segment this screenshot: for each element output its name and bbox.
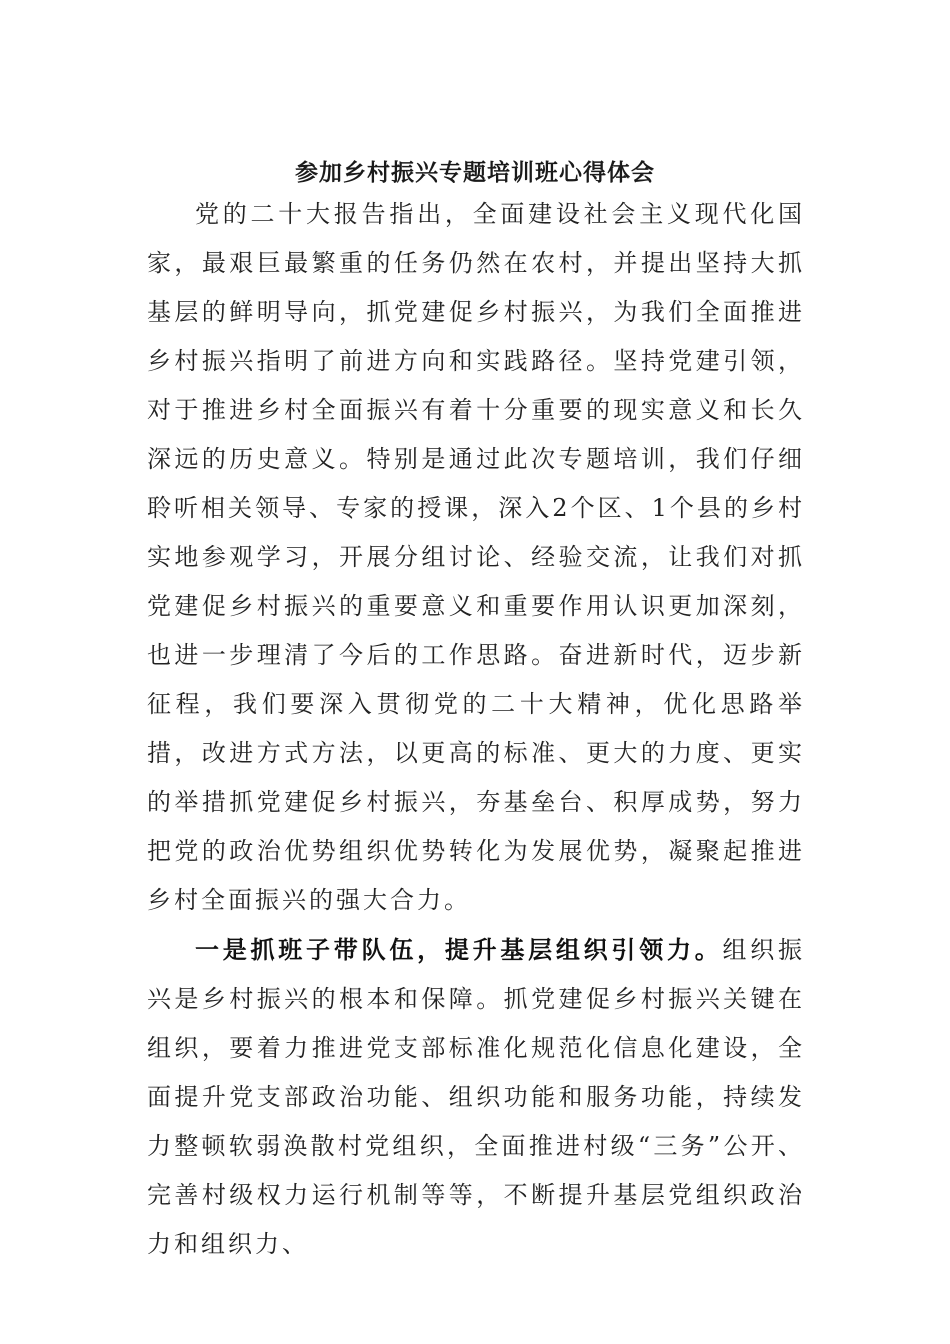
paragraph-text: 党的二十大报告指出，全面建设社会主义现代化国家，最艰巨最繁重的任务仍然在农村，并提出坚持大抓基层的鲜明导向，抓党建促乡村振兴，为我们全面推进乡村振兴指明了前进方向和实践路径。坚持党建引领，对于推进乡村全面振兴有着十分重要的现实意义和长久深远的历史意义。特别是通过此次专题培训，我们仔细聆听相关领导、专家的授课，深入2个区、1个县的乡村实地参观学习，开展分组讨论、经验交流，让我们对抓党建促乡村振兴的重要意义和重要作用认识更加深刻，也进一步理清了今后的工作思路。奋进新时代，迈步新征程，我们要深入贯彻党的二十大精神，优化思路举措，改进方式方法，以更高的标准、更大的力度、更实的举措抓党建促乡村振兴，夯基垒台、积厚成势，努力把党的政治优势组织优势转化为发展优势，凝聚起推进乡村全面振兴的强大合力。 [147,200,805,914]
paragraph-intro [147,190,805,925]
paragraph-lead-heading: 一是抓班子带队伍，提升基层组织引领力。 [195,935,723,964]
paragraph-point-one [147,925,805,1269]
paragraph-text: 组织振兴是乡村振兴的根本和保障。抓党建促乡村振兴关键在组织，要着力推进党支部标准化规范化信息化建设，全面提升党支部政治功能、组织功能和服务功能，持续发力整顿软弱涣散村党组织，全面推进村级“三务”公开、完善村级权力运行机制等等，不断提升基层党组织政治力和组织力、 [147,936,806,1258]
document-body [147,190,805,1269]
document-title: 参加乡村振兴专题培训班心得体会 [295,159,655,186]
